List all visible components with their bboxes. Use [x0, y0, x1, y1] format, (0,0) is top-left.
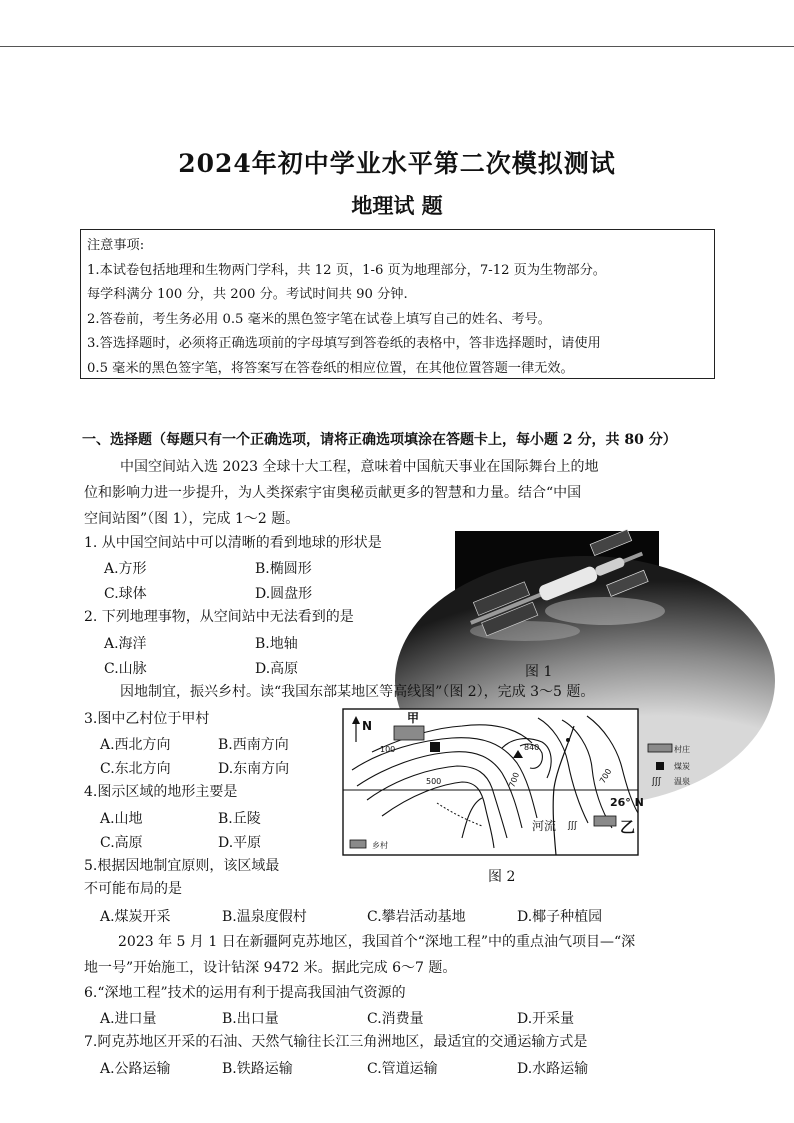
contour-map-svg [342, 708, 654, 856]
option-b: B.椭圆形 [255, 561, 312, 577]
option-d: D.高原 [255, 661, 299, 677]
intro-line: 因地制宜，振兴乡村。读“我国东部某地区等高线图”（图 2），完成 3～5 题。 [120, 684, 595, 700]
village-yi-label: 乙 [620, 818, 636, 836]
question-stem: 4.图示区域的地形主要是 [84, 784, 238, 800]
option-a: A.海洋 [104, 636, 147, 652]
legend-coal-label: 煤炭 [674, 762, 690, 771]
option-c: C.管道运输 [367, 1061, 438, 1077]
space-station-image [455, 531, 659, 648]
question-stem: 2. 下列地理事物，从空间站中无法看到的是 [84, 609, 354, 625]
option-d: D.椰子种植园 [517, 909, 603, 925]
coal-marker [430, 742, 440, 752]
option-d: D.平原 [218, 835, 262, 851]
option-a: A.煤炭开采 [100, 909, 171, 925]
legend-village-label: 村庄 [674, 745, 690, 754]
option-a: A.山地 [100, 811, 143, 827]
legend-town-label: 乡村 [372, 841, 388, 850]
figure-1-caption: 图 1 [525, 664, 553, 680]
question-stem: 不可能布局的是 [84, 881, 182, 897]
map-legend [648, 742, 690, 802]
option-d: D.水路运输 [517, 1061, 589, 1077]
option-c: C.消费量 [367, 1011, 424, 1027]
figure-2-caption: 图 2 [488, 869, 516, 885]
intro-line: 中国空间站入选 2023 全球十大工程，意味着中国航天事业在国际舞台上的地 [120, 459, 599, 475]
intro-line: 位和影响力进一步提升，为人类探索宇宙奥秘贡献更多的智慧和力量。结合“中国 [84, 485, 582, 501]
top-rule [0, 46, 794, 47]
option-c: C.东北方向 [100, 761, 171, 777]
option-a: A.公路运输 [100, 1061, 171, 1077]
option-b: B.铁路运输 [222, 1061, 293, 1077]
notice-line: 1.本试卷包括地理和生物两门学科，共 12 页，1-6 页为地理部分，7-12 页为生物部分。 [87, 262, 606, 278]
option-b: B.温泉度假村 [222, 909, 307, 925]
option-b: B.丘陵 [218, 811, 261, 827]
notice-line: 每学科满分 100 分，共 200 分。考试时间共 90 分钟. [87, 287, 408, 302]
notice-line: 0.5 毫米的黑色签字笔，将答案写在答卷纸的相应位置，在其他位置答题一律无效。 [87, 360, 574, 376]
peak-label: 840 [524, 743, 540, 752]
option-d: D.东南方向 [218, 761, 290, 777]
question-stem: 1. 从中国空间站中可以清晰的看到地球的形状是 [84, 535, 382, 551]
hot-spring-icon: ʃʃʃ [568, 821, 578, 831]
map-legend-svg [648, 742, 690, 802]
question-stem: 6.“深地工程”技术的运用有利于提高我国油气资源的 [84, 985, 406, 1001]
option-a: A.方形 [104, 561, 147, 577]
legend-spring-icon: ʃʃʃ [652, 777, 662, 787]
option-d: D.开采量 [517, 1011, 575, 1027]
village-jia-label: 甲 [407, 711, 420, 725]
intro-line: 地一号”开始施工，设计钻深 9472 米。据此完成 6～7 题。 [84, 960, 457, 976]
question-stem: 7.阿克苏地区开采的石油、天然气输往长江三角洲地区，最适宜的交通运输方式是 [84, 1034, 588, 1050]
section-heading: 一、选择题（每题只有一个正确选项，请将正确选项填涂在答题卡上，每小题 2 分，共 80 分） [82, 432, 677, 448]
option-c: C.攀岩活动基地 [367, 909, 466, 925]
page-subtitle: 地理试 题 [351, 193, 443, 218]
notice-box [80, 229, 715, 379]
option-a: A.西北方向 [100, 737, 171, 753]
legend-town-marker [350, 840, 366, 848]
contour-label: 100 [380, 745, 396, 754]
notice-line: 3.答选择题时，必须将正确选项前的字母填写到答卷纸的表格中，答非选择题时，请使用 [87, 336, 601, 351]
latitude-label: 26° N [610, 796, 644, 809]
question-stem: 3.图中乙村位于甲村 [84, 711, 210, 727]
option-c: C.高原 [100, 835, 143, 851]
legend-village-marker [648, 744, 672, 752]
village-jia-marker [394, 726, 424, 740]
intro-line: 2023 年 5 月 1 日在新疆阿克苏地区，我国首个“深地工程”中的重点油气项目—“深 [118, 934, 636, 950]
option-d: D.圆盘形 [255, 586, 313, 602]
contour-map [342, 708, 654, 856]
river-label-1: 河流 [532, 819, 557, 833]
option-b: B.地轴 [255, 636, 298, 652]
contour-label: 700 [597, 767, 614, 785]
legend-coal-marker [656, 762, 664, 770]
option-b: B.出口量 [222, 1011, 279, 1027]
village-yi-marker [594, 816, 616, 826]
contour-label: 700 [507, 771, 522, 789]
intro-line: 空间站图”（图 1），完成 1～2 题。 [84, 511, 300, 527]
notice-line: 2.答卷前，考生务必用 0.5 毫米的黑色签字笔在试卷上填写自己的姓名、考号。 [87, 311, 551, 327]
north-label: N [362, 719, 373, 733]
space-station-photo [455, 531, 659, 648]
legend-spring-label: 温泉 [674, 777, 690, 786]
notice-heading: 注意事项: [87, 238, 145, 253]
page-title: 2024年初中学业水平第二次模拟测试 [178, 149, 616, 178]
question-stem: 5.根据因地制宜原则，该区域最 [84, 858, 280, 874]
option-a: A.进口量 [100, 1011, 157, 1027]
spot-marker [566, 738, 570, 742]
option-c: C.球体 [104, 586, 147, 602]
option-c: C.山脉 [104, 661, 147, 677]
option-b: B.西南方向 [218, 737, 289, 753]
contour-label: 500 [426, 777, 442, 786]
